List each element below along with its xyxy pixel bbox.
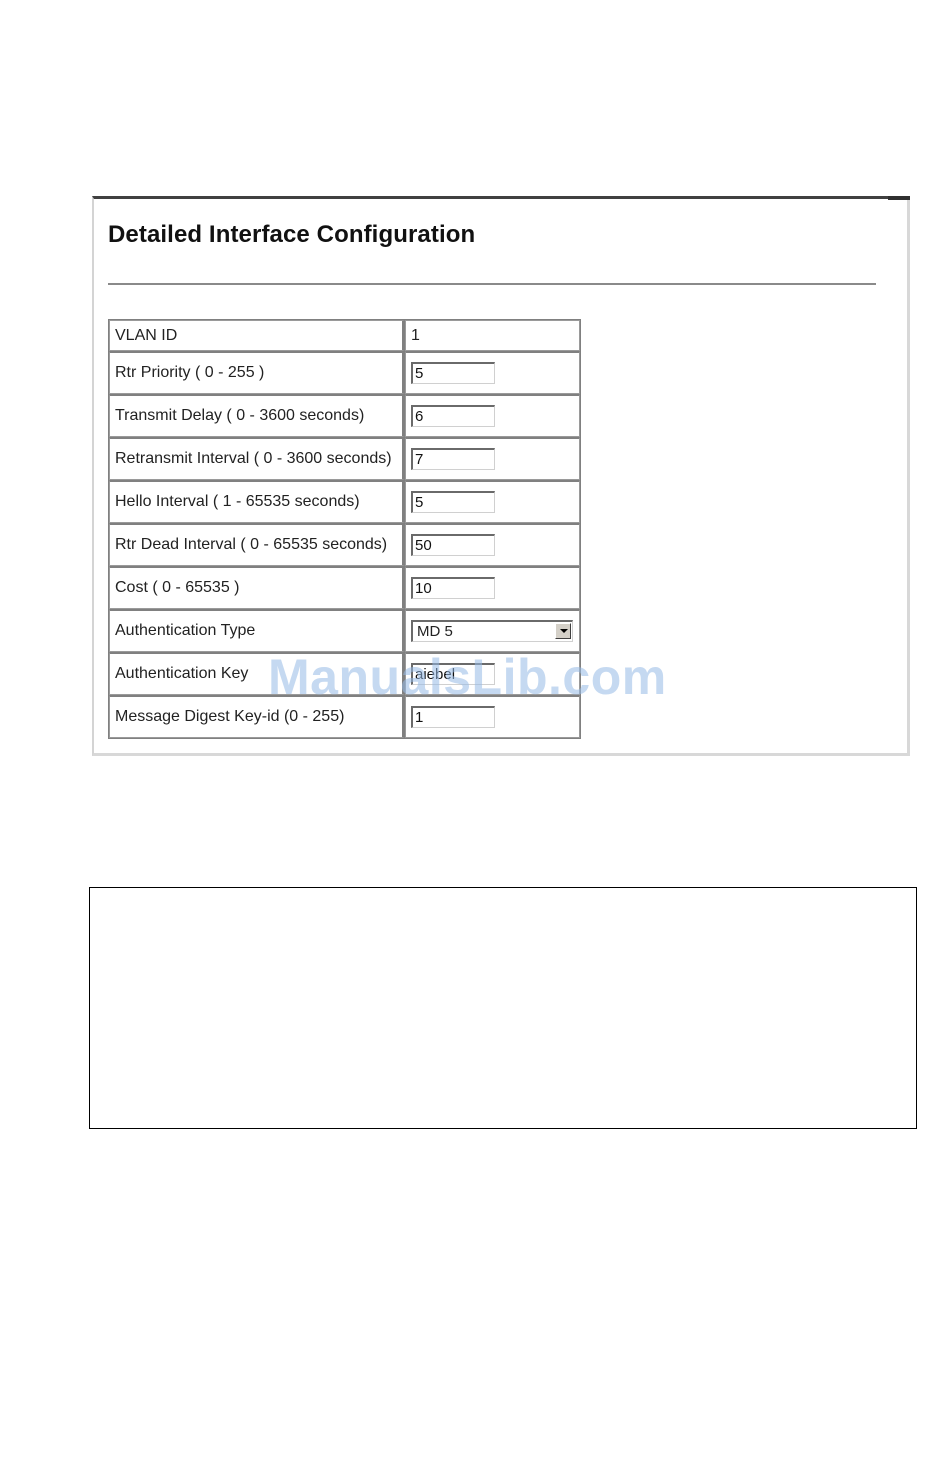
table-row-transmit-delay bbox=[109, 394, 580, 437]
table-row-hello-interval bbox=[109, 480, 580, 523]
table-row-authentication-key bbox=[109, 652, 580, 695]
table-row-authentication-type bbox=[109, 609, 580, 652]
retransmit-interval-label: Retransmit Interval ( 0 - 3600 seconds) bbox=[109, 437, 405, 480]
rtr-dead-interval-input[interactable] bbox=[411, 534, 495, 556]
authentication-type-selected-value: MD 5 bbox=[417, 623, 453, 640]
table-row-rtr-dead-interval bbox=[109, 523, 580, 566]
transmit-delay-input[interactable] bbox=[411, 405, 495, 427]
authentication-key-input[interactable] bbox=[411, 663, 495, 685]
vlan-id-value: 1 bbox=[405, 320, 580, 351]
rtr-priority-label: Rtr Priority ( 0 - 255 ) bbox=[109, 351, 405, 394]
authentication-type-select[interactable] bbox=[411, 620, 573, 642]
cost-input[interactable] bbox=[411, 577, 495, 599]
cost-label: Cost ( 0 - 65535 ) bbox=[109, 566, 405, 609]
hello-interval-input[interactable] bbox=[411, 491, 495, 513]
transmit-delay-label: Transmit Delay ( 0 - 3600 seconds) bbox=[109, 394, 405, 437]
watermark-text: ManualsLib.com bbox=[268, 649, 667, 705]
window-corner-mark bbox=[888, 196, 910, 200]
table-row-rtr-priority bbox=[109, 351, 580, 394]
empty-bordered-box bbox=[89, 887, 917, 1129]
message-digest-key-id-label: Message Digest Key-id (0 - 255) bbox=[109, 695, 405, 738]
table-row-retransmit-interval bbox=[109, 437, 580, 480]
retransmit-interval-input[interactable] bbox=[411, 448, 495, 470]
rtr-priority-input[interactable] bbox=[411, 362, 495, 384]
interface-config-window bbox=[92, 196, 910, 756]
hello-interval-label: Hello Interval ( 1 - 65535 seconds) bbox=[109, 480, 405, 523]
table-row-message-digest-key-id bbox=[109, 695, 580, 738]
vlan-id-label: VLAN ID bbox=[109, 320, 405, 351]
chevron-down-icon[interactable] bbox=[555, 623, 571, 639]
authentication-key-label: Authentication Key bbox=[109, 652, 405, 695]
page-title: Detailed Interface Configuration bbox=[108, 221, 476, 248]
interface-config-table bbox=[108, 319, 581, 739]
table-row-cost bbox=[109, 566, 580, 609]
message-digest-key-id-input[interactable] bbox=[411, 706, 495, 728]
table-row-vlan-id bbox=[109, 320, 580, 351]
authentication-type-label: Authentication Type bbox=[109, 609, 405, 652]
rtr-dead-interval-label: Rtr Dead Interval ( 0 - 65535 seconds) bbox=[109, 523, 405, 566]
title-divider bbox=[108, 283, 876, 285]
